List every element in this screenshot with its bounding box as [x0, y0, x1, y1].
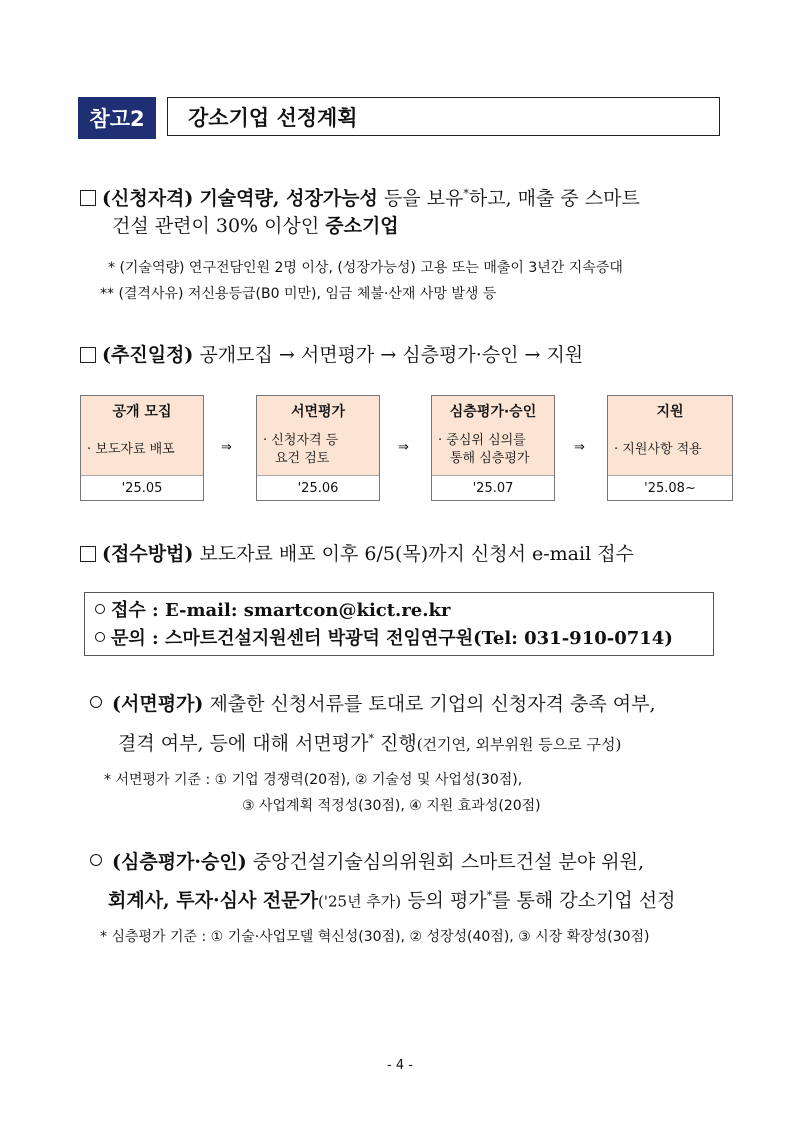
deep-eval-note: * 심층평가 기준 : ① 기술·사업모델 혁신성(30점), ② 성장성(40점), ③ 시장 확장성(30점) — [100, 929, 650, 945]
application-line — [80, 538, 634, 571]
eligibility-text-2b: 중소기업 — [325, 215, 399, 237]
eligibility-star: * — [463, 187, 469, 200]
eligibility-text-1a: 기술역량, 성장가능성 — [199, 187, 378, 210]
application-label: (접수방법) — [102, 543, 194, 565]
timeline-step-desc: · 중심위 심의를 통해 심층평가 — [432, 425, 554, 475]
contact-phone-line: 문의 : 스마트건설지원센터 박광덕 전임연구원(Tel: 031-910-0714) — [95, 625, 703, 653]
timeline-step-title: 지원 — [608, 396, 732, 425]
timeline-step-date: '25.05 — [81, 475, 203, 500]
timeline-step-title: 서면평가 — [257, 396, 379, 425]
deep-eval-line1 — [90, 846, 644, 879]
timeline-step-2 — [256, 395, 380, 501]
timeline-step-date: '25.08~ — [608, 475, 732, 500]
circle-bullet-icon — [90, 854, 102, 866]
application-text: 보도자료 배포 이후 6/5(목)까지 신청서 e-mail 접수 — [193, 543, 634, 565]
timeline-step-3 — [431, 395, 555, 501]
timeline-step-desc: · 신청자격 등 요건 검토 — [257, 425, 379, 475]
section-tag: 참고2 — [78, 97, 156, 139]
deep-eval-label: (심층평가·승인) — [112, 851, 247, 873]
page-number: - 4 - — [387, 1058, 413, 1073]
timeline-step-desc: · 지원사항 적용 — [608, 425, 732, 475]
timeline-step-title: 심층평가·승인 — [432, 396, 554, 425]
doc-eval-line1 — [90, 688, 656, 721]
timeline-step-1 — [80, 395, 204, 501]
doc-eval-note1: * 서면평가 기준 : ① 기업 경쟁력(20점), ② 기술성 및 사업성(30점), — [104, 772, 523, 788]
eligibility-text-1c: 하고, 매출 중 스마트 — [468, 187, 640, 210]
deep-eval-text-1: 중앙건설기술심의위원회 스마트건설 분야 위원, — [246, 851, 644, 873]
timeline-step-4 — [607, 395, 733, 501]
checkbox-square-icon — [80, 190, 96, 206]
eligibility-note2: ** (결격사유) 저신용등급(B0 미만), 임금 체불·산재 사망 발생 등 — [100, 286, 497, 302]
eligibility-label: (신청자격) — [102, 187, 194, 210]
circle-bullet-icon — [95, 632, 105, 642]
timeline-arrow: ⇒ — [574, 440, 585, 455]
circle-bullet-icon — [90, 696, 102, 708]
doc-eval-line2: 결격 여부, 등에 대해 서면평가* 진행(건기연, 외부위원 등으로 구성) — [118, 732, 622, 755]
schedule-line — [80, 339, 583, 372]
doc-eval-note2: ③ 사업계획 적정성(30점), ④ 지원 효과성(20점) — [242, 798, 541, 814]
timeline-arrow: ⇒ — [221, 440, 232, 455]
timeline-step-title: 공개 모집 — [81, 396, 203, 425]
checkbox-square-icon — [80, 546, 96, 562]
contact-box — [84, 592, 714, 656]
schedule-label: (추진일정) — [102, 344, 194, 366]
deep-eval-line2: 회계사, 투자·심사 전문가('25년 추가) 등의 평가*를 통해 강소기업 선정 — [108, 889, 676, 912]
circle-bullet-icon — [95, 604, 105, 614]
timeline-step-date: '25.06 — [257, 475, 379, 500]
timeline-arrow: ⇒ — [398, 440, 409, 455]
doc-eval-label: (서면평가) — [112, 693, 204, 715]
doc-eval-text-1: 제출한 신청서류를 토대로 기업의 신청자격 충족 여부, — [203, 693, 656, 715]
timeline-step-desc: · 보도자료 배포 — [81, 425, 203, 475]
timeline-step-date: '25.07 — [432, 475, 554, 500]
eligibility-line2 — [112, 210, 399, 243]
eligibility-text-1b: 등을 보유 — [377, 187, 464, 210]
section-title: 강소기업 선정계획 — [167, 97, 720, 136]
eligibility-text-2a: 건설 관련이 30% 이상인 — [112, 215, 326, 237]
checkbox-square-icon — [80, 347, 96, 363]
eligibility-note1: * (기술역량) 연구전담인원 2명 이상, (성장가능성) 고용 또는 매출이 3년간 지속증대 — [108, 260, 623, 276]
contact-email-line: 접수 : E-mail: smartcon@kict.re.kr — [95, 597, 703, 625]
schedule-text: 공개모집 → 서면평가 → 심층평가·승인 → 지원 — [193, 344, 584, 366]
